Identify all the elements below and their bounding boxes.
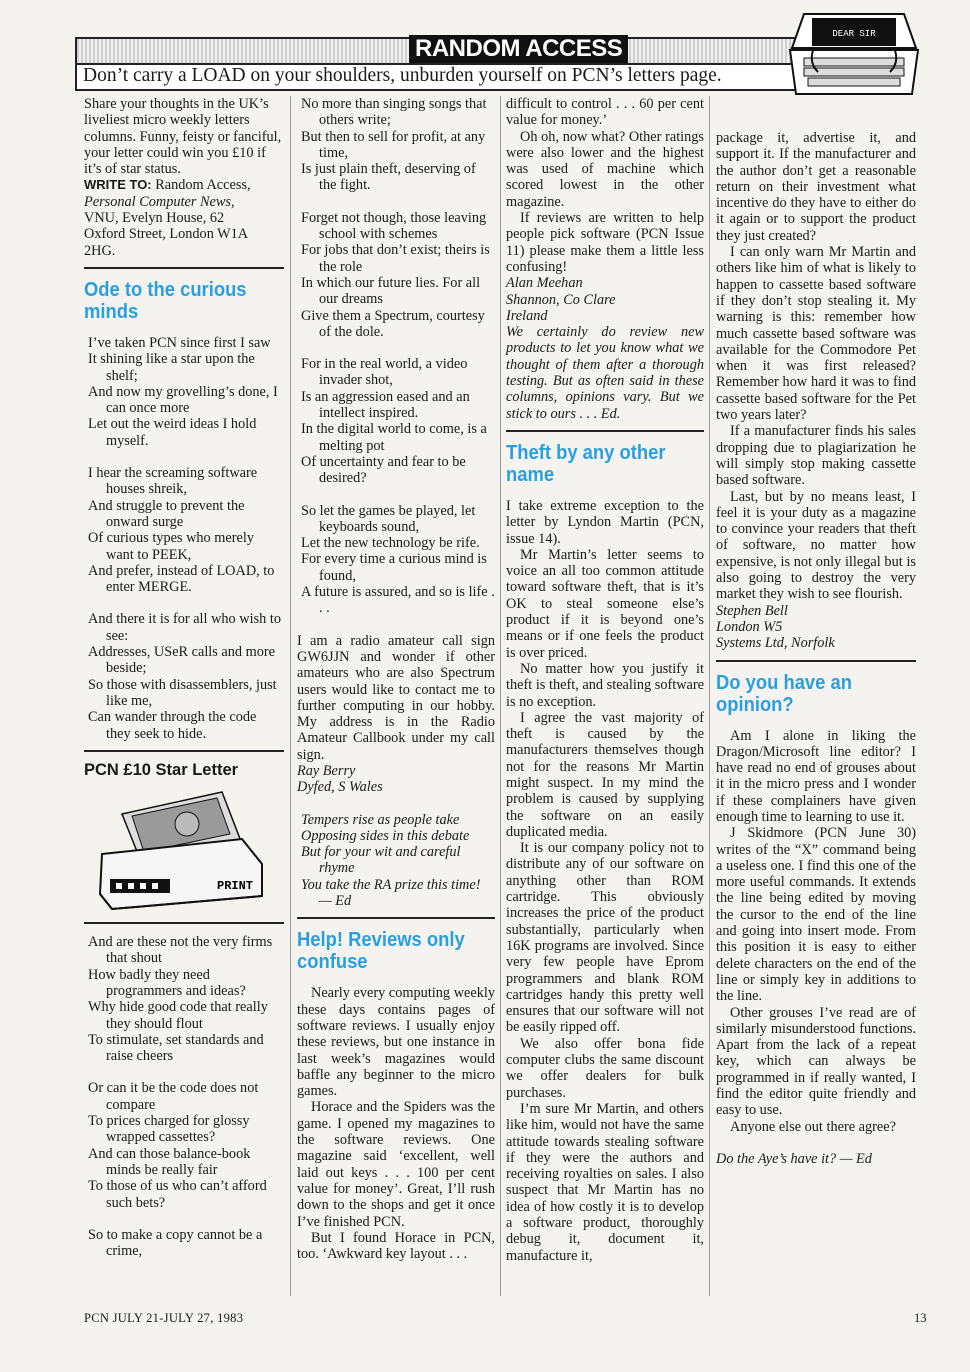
divider [84,750,284,752]
paragraph: Mr Martin’s letter seems to voice an all too common attitude toward software theft, that is it’s OK to steal someone else’s product if it is beyond one’s means or if one feels the product is over priced. [506,546,704,661]
verse-line: Can wander through the code they seek to hide. [88,709,257,742]
verse-line: A future is assured, and so is life . . . [301,584,495,617]
divider [506,430,704,432]
verse-line: For every time a curious mind is found, [301,551,487,584]
verse-line: And now my grovelling’s done, I can once more [88,383,278,417]
divider [84,267,284,269]
paragraph: Other grouses I’ve read are of similarly misunderstood functions. Apart from the lack of a repeat key, which can always be programmed in if really wanted, I find the editor quite friendly and easy to use. [716,1004,916,1119]
stanza-gap [84,1211,284,1227]
stanza-gap [84,1064,284,1080]
paragraph: Nearly every computing weekly these days contains pages of software reviews. I usually enjoy these reviews, but one instance in last week’s magazines would baffle any beginner to the micro games. [297,985,495,1100]
editor-reply [297,812,495,910]
page-number: 13 [914,1311,927,1325]
write-to-label [84,177,284,193]
heading-ode: Ode to the curious minds [84,278,247,323]
verse-line: For jobs that don’t exist; theirs is the role [301,242,490,275]
signature-location: Shannon, Co Clare [506,291,616,308]
verse-line: And struggle to prevent the onward surge [88,497,245,530]
verse-line: Give them a Spectrum, courtesy of the dole. [301,307,485,340]
paragraph: We also offer bona fide computer clubs the same discount we offer dealers for bulk purchases. [506,1035,704,1101]
verse-line: And there it is for all who wish to see: [88,611,281,644]
paragraph: If reviews are written to help people pick software (PCN Issue 11) please make them a little less confusing! [506,210,704,275]
paragraph: No matter how you justify it theft is theft, and stealing software is no exception. [506,660,704,710]
paragraph: I agree the vast majority of theft is caused by the manufacturers themselves though not for the reasons Mr Martin might suspect. In my mind the problem is caused by supplying the software on an easily duplicated media. [506,709,704,840]
editor-reply: Do the Aye’s have it? — Ed [716,1150,872,1167]
paragraph: Am I alone in liking the Dragon/Microsoft line editor? I have read no end of grouses about it in the micro press and I wonder if these complainers have given enough time to learning to use it. [716,727,916,825]
column-divider [500,96,501,1296]
divider [84,922,284,924]
verse-line: To those of us who can’t afford such bets? [88,1178,267,1211]
header-banner [75,37,897,91]
paragraph: package it, advertise it, and support it. If the manufacturer and the author don’t get a reasonable return on their investment what incentive do they have to either do it again or to support the product they just created? [716,130,916,244]
heading-reviews: Help! Reviews only confuse [297,929,465,974]
editor-verse-line: Tempers rise as people take [301,811,460,828]
stanza-gap [297,487,495,503]
stanza-gap [297,194,495,210]
verse-line: To stimulate, set standards and raise cheers [88,1031,264,1065]
verse-line: To prices charged for glossy wrapped cassettes? [88,1113,250,1146]
column-divider [290,96,291,1296]
column-3 [506,96,704,1264]
address-line: VNU, Evelyn House, 62 [84,210,225,227]
paragraph: It is our company policy not to distribute any of our software on anything other than ROM cartridge. This obviously increases the price of the product substantially, particularly when 16K programs are involved. Since very few people have Eprom programmers and blank ROM cartridges handy this pretty well ensures that our software will not be easily ripped off. [506,840,704,1036]
column-2 [297,96,495,1262]
verse-line: For in the real world, a video invader shot, [301,356,468,389]
verse-line: And prefer, instead of LOAD, to enter MERGE. [88,562,275,596]
divider [297,917,495,919]
paragraph: If a manufacturer finds his sales dropping due to plagiarization he will simply stop making cassette based software. [716,423,916,489]
verse-line: Is just plain theft, deserving of the fight. [301,161,476,194]
column-divider [709,96,710,1296]
address-line: 2HG. [84,242,116,259]
address-pub: Personal Computer News, [84,193,235,210]
stanza-gap [84,449,284,465]
ham-letter: I am a radio amateur call sign GW6JJN and wonder if other amateurs who are also Spectrum users would like to contact me to further computing in our hobby. My address is in the Radio Amateur Callbook under my call sign. [297,632,495,763]
signature-location: Ireland [506,307,548,324]
printer-label: PRINT [217,879,254,894]
verse-line: And are these not the very firms that shout [88,934,273,967]
signature: Stephen Bell [716,602,788,619]
computer-illustration-icon [784,8,924,103]
printer-illustration-icon [92,784,272,914]
signature-location: Dyfed, S Wales [297,779,383,796]
verse-line: Forget not though, those leaving school with schemes [301,209,487,243]
paragraph: I take extreme exception to the letter by Lyndon Martin (PCN, issue 14). [506,497,704,547]
editor-reply: We certainly do review new products to let you know what we thought of them after a thorough testing. But as often said in these columns, opinions vary. But we stick to ours . . . Ed. [506,324,704,422]
column-1 [84,96,284,1259]
verse-line: Why hide good code that really they should flout [88,999,268,1032]
address-line: Oxford Street, London W1A [84,226,249,243]
footer-issue: PCN JULY 21-JULY 27, 1983 [84,1311,244,1325]
heading-theft: Theft by any other name [506,441,666,486]
verse-line: In the digital world to come, is a melting pot [301,421,487,454]
paragraph: J Skidmore (PCN June 30) writes of the “X” command being a useless one. I find this one of the more useful commands. It extends the line being edited by moving the cursor to the end of the line and going into insert mode. From this position it is easy to either delete characters on the end of the line or simply key in additions to the line. [716,825,916,1005]
verse-line: I hear the screaming software houses shreik, [88,465,258,498]
signature-location: Systems Ltd, Norfolk [716,635,835,652]
column-4 [716,130,916,1167]
verse-line: Of curious types who merely want to PEEK, [88,530,254,563]
paragraph: Horace and the Spiders was the game. I opened my magazines to the software reviews. One magazine said ‘excellent, well laid out keys . . . 100 per cent value for money’. Great, I’ll rush down to the shops and get it once I’ve finished PCN. [297,1099,495,1230]
verse-line: So those with disassemblers, just like me, [88,676,277,709]
editor-verse-line: You take the RA prize this time! — Ed [301,876,481,910]
stanza-gap [84,595,284,611]
poem-part-3 [297,96,495,617]
signature: Ray Berry [297,762,356,779]
editor-verse-line: Opposing sides in this debate [301,827,470,844]
tagline: Don’t carry a LOAD on your shoulders, unburden yourself on PCN’s letters page. [83,65,722,86]
verse-line: I’ve taken PCN since first I saw [88,334,271,351]
divider [716,660,916,662]
screen-text: DEAR SIR [832,29,876,39]
paragraph: But I found Horace in PCN, too. ‘Awkward key layout . . . [297,1229,495,1263]
paragraph: I’m sure Mr Martin, and others like him, would not have the same attitude towards stealing software if they were the authors and receiving royalties on sales. I also suspect that Mr Martin has no idea of how costly it is to develop a software product, thoroughly debug it, document it, manufacture it, [506,1100,704,1264]
intro-text: Share your thoughts in the UK’s liveliest micro weekly letters columns. Funny, feisty or fanciful, your letter could win you £10 if it’s of star status. [84,96,282,178]
verse-line: It shining like a star upon the shelf; [88,351,255,384]
verse-line: Let out the weird ideas I hold myself. [88,416,257,449]
verse-line: No more than singing songs that others write; [301,96,487,129]
paragraph: I can only warn Mr Martin and others like him of what is likely to happen to cassette based software if they don’t stop stealing it. My warning is this: remember how much cassette based software was available for the Commodore Pet when it was first released? Remember how hard it was to find cassette based software for the Pet two years later? [716,244,916,424]
poem-part-1 [84,335,284,742]
verse-line: Or can it be the code does not compare [88,1080,259,1113]
editor-verse-line: But for your wit and careful rhyme [301,844,461,877]
paragraph: difficult to control . . . 60 per cent value for money.’ [506,96,704,129]
verse-line: Of uncertainty and fear to be desired? [301,453,466,487]
address-name: Random Access, [155,177,251,194]
poem-part-2 [84,934,284,1259]
star-letter-heading: PCN £10 Star Letter [84,760,239,779]
paragraph: Oh oh, now what? Other ratings were also lower and the highest was used of machine which scored lowest in the other magazine. [506,128,704,210]
paragraph: Anyone else out there agree? [730,1118,896,1135]
heading-opinion: Do you have an opinion? [716,671,852,716]
verse-line: Is an aggression eased and an intellect inspired. [301,388,470,422]
verse-line: So to make a copy cannot be a crime, [88,1226,263,1260]
paragraph: Last, but by no means least, I feel it is your duty as a magazine to convince your readers that theft of software, no matter how expensive, is not only illegal but is also going to destroy the very market they wish to see flourish. [716,488,916,603]
verse-line: How badly they need programmers and ideas? [88,966,246,999]
verse-line: And can those balance-book minds be really fair [88,1145,251,1178]
verse-line: Addresses, USeR calls and more beside; [88,644,276,677]
signature: Alan Meehan [506,275,583,292]
verse-line: So let the games be played, let keyboards sound, [301,502,476,535]
write-to: WRITE TO: [84,177,152,193]
verse-line: But then to sell for profit, at any time, [301,128,486,161]
signature-location: London W5 [716,618,783,635]
section-title: RANDOM ACCESS [409,35,628,63]
stanza-gap [297,340,495,356]
verse-line: In which our future lies. For all our dreams [301,274,481,308]
verse-line: Let the new technology be rife. [301,535,480,552]
